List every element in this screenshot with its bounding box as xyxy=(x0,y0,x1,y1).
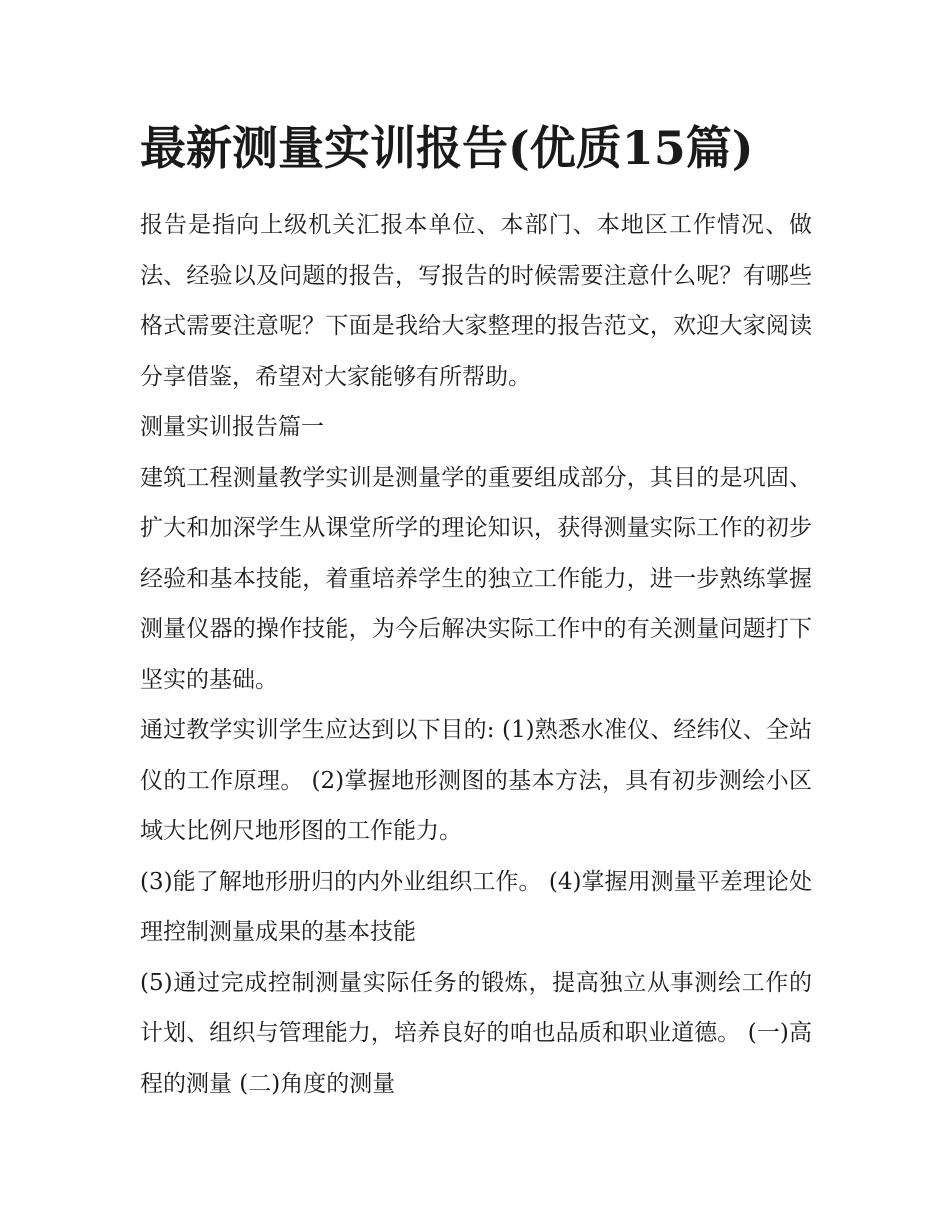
document-title: 最新测量实训报告(优质15篇) xyxy=(140,121,754,175)
document-page xyxy=(140,118,812,1109)
body-paragraph: (5)通过完成控制测量实际任务的锻炼，提高独立从事测绘工作的计划、组织与管理能力，培养良好的咱也品质和职业道德。 (一)高程的测量 (二)角度的测量 xyxy=(140,969,812,1097)
body-paragraph: (3)能了解地形册归的内外业组织工作。 (4)掌握用测量平差理论处理控制测量成果的基本技能 xyxy=(140,868,812,945)
body-paragraph: 通过教学实训学生应达到以下目的: (1)熟悉水准仪、经纬仪、全站仪的工作原理。 (2)掌握地形测图的基本方法，具有初步测绘小区域大比例尺地形图的工作能力。 xyxy=(140,717,812,844)
body-paragraph: 建筑工程测量教学实训是测量学的重要组成部分，其目的是巩固、扩大和加深学生从课堂所学的理论知识，获得测量实际工作的初步经验和基本技能，着重培养学生的独立工作能力，进一步熟练掌握测量仪器的操作技能，为今后解决实际工作中的有关测量问题打下坚实的基础。 xyxy=(140,464,812,693)
section-heading: 测量实训报告篇一 xyxy=(140,414,324,440)
intro-paragraph: 报告是指向上级机关汇报本单位、本部门、本地区工作情况、做法、经验以及问题的报告，写报告的时候需要注意什么呢？有哪些格式需要注意呢？下面是我给大家整理的报告范文，欢迎大家阅读分享借鉴，希望对大家能够有所帮助。 xyxy=(140,212,812,390)
